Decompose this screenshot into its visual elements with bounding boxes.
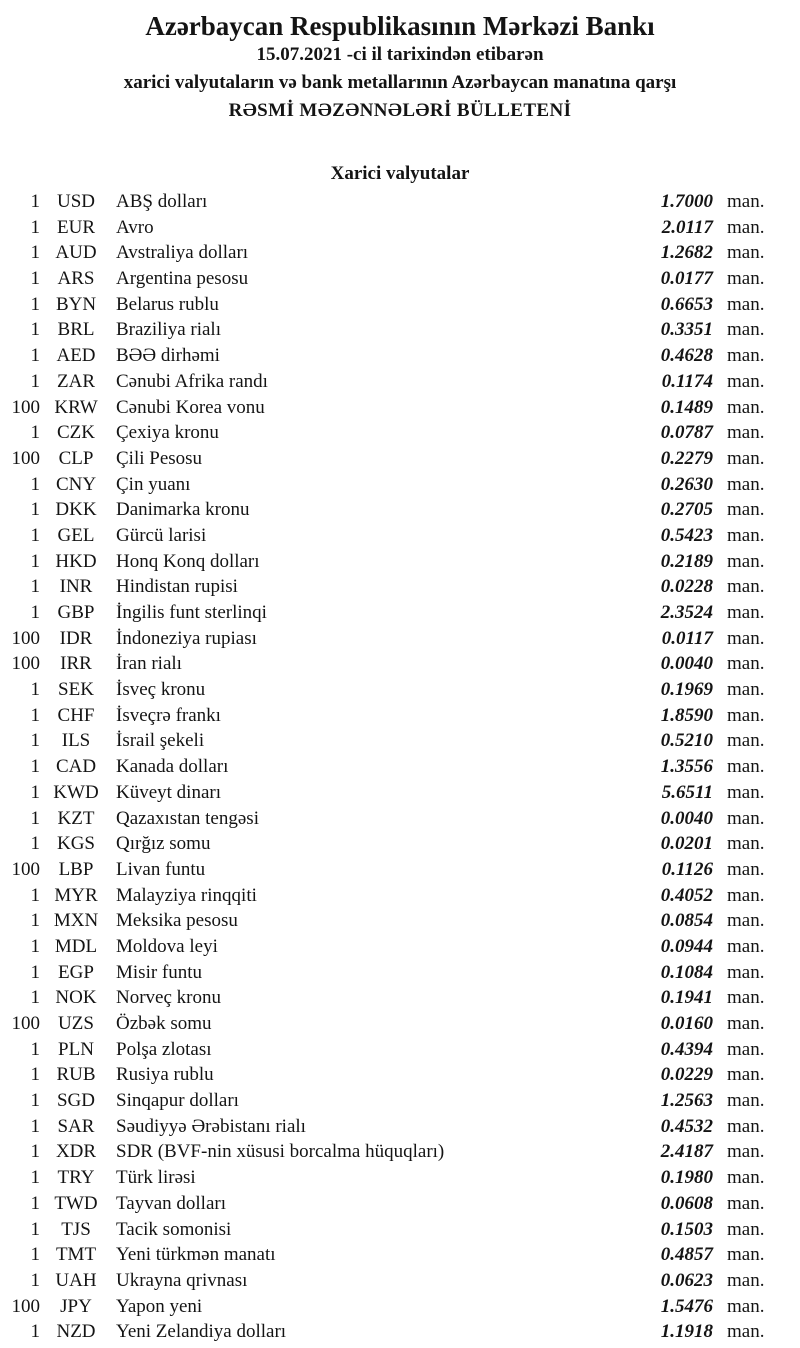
qty-cell: 1 xyxy=(30,602,40,623)
bulletin-title: RƏSMİ MƏZƏNNƏLƏRİ BÜLLETENİ xyxy=(228,100,572,121)
name-cell: İsveç kronu xyxy=(116,679,206,701)
qty-cell: 1 xyxy=(30,884,40,906)
code-cell: TWD xyxy=(54,1192,98,1214)
code-cell: BRL xyxy=(57,319,95,341)
rate-cell: 0.0854 xyxy=(660,910,713,932)
rate-row xyxy=(0,1062,770,1088)
effective-date-line: 15.07.2021 -ci il tarixindən etibarən xyxy=(256,44,544,65)
rate-row xyxy=(0,908,770,934)
qty-cell: 1 xyxy=(30,935,40,957)
rate-row xyxy=(0,728,770,754)
code-cell: JPY xyxy=(60,1295,92,1317)
unit-cell: man. xyxy=(727,1038,765,1060)
name-cell: Kanada dolları xyxy=(116,756,229,778)
rate-row xyxy=(0,189,770,215)
qty-cell: 1 xyxy=(30,1244,40,1266)
rate-cell: 0.0608 xyxy=(660,1192,713,1214)
qty-cell: 1 xyxy=(30,1141,40,1163)
unit-cell: man. xyxy=(727,1013,765,1034)
name-cell: Livan funtu xyxy=(116,858,206,880)
rate-cell: 0.1489 xyxy=(660,396,713,418)
rate-cell: 2.0117 xyxy=(661,216,713,238)
rate-cell: 0.0160 xyxy=(660,1013,713,1034)
code-cell: TMT xyxy=(55,1244,97,1266)
rate-cell: 0.5210 xyxy=(660,730,713,752)
qty-cell: 1 xyxy=(30,499,40,521)
unit-cell: man. xyxy=(727,319,765,341)
name-cell: Sinqapur dolları xyxy=(116,1090,239,1112)
code-cell: NOK xyxy=(55,987,97,1009)
unit-cell: man. xyxy=(727,935,765,957)
rate-cell: 0.1126 xyxy=(661,858,713,880)
code-cell: GEL xyxy=(57,524,95,546)
name-cell: Avro xyxy=(116,216,154,238)
rate-row xyxy=(0,960,770,986)
code-cell: MYR xyxy=(54,884,98,906)
qty-cell: 1 xyxy=(30,1090,40,1112)
rate-row xyxy=(0,446,770,472)
rate-cell: 1.3556 xyxy=(660,756,713,778)
name-cell: Çili Pesosu xyxy=(116,447,203,469)
rate-cell: 1.7000 xyxy=(660,191,713,212)
rate-row xyxy=(0,420,770,446)
rate-row xyxy=(0,651,770,677)
qty-cell: 100 xyxy=(11,1295,40,1317)
qty-cell: 1 xyxy=(30,345,40,367)
code-cell: KZT xyxy=(57,807,95,829)
rate-cell: 1.8590 xyxy=(660,704,713,726)
rate-cell: 0.4857 xyxy=(660,1244,713,1266)
unit-cell: man. xyxy=(727,704,765,726)
rate-row xyxy=(0,703,770,729)
code-cell: PLN xyxy=(58,1038,94,1060)
code-cell: SAR xyxy=(57,1115,95,1137)
qty-cell: 1 xyxy=(30,370,40,392)
code-cell: EUR xyxy=(57,216,95,238)
rate-row xyxy=(0,754,770,780)
unit-cell: man. xyxy=(727,602,765,623)
rate-row xyxy=(0,1165,770,1191)
code-cell: CLP xyxy=(58,447,94,469)
code-cell: LBP xyxy=(58,858,94,880)
qty-cell: 1 xyxy=(30,1321,40,1343)
rate-row xyxy=(0,677,770,703)
code-cell: UZS xyxy=(58,1013,94,1034)
unit-cell: man. xyxy=(727,679,765,701)
qty-cell: 1 xyxy=(30,987,40,1009)
code-cell: TJS xyxy=(61,1218,91,1240)
rate-row xyxy=(0,600,770,626)
rate-cell: 0.1969 xyxy=(660,679,713,701)
rate-row xyxy=(0,883,770,909)
name-cell: Rusiya rublu xyxy=(116,1064,214,1086)
unit-cell: man. xyxy=(727,1167,765,1189)
code-cell: INR xyxy=(59,576,93,598)
qty-cell: 100 xyxy=(11,396,40,418)
rate-cell: 0.1503 xyxy=(660,1218,713,1240)
code-cell: MDL xyxy=(54,935,98,957)
qty-cell: 100 xyxy=(11,627,40,649)
code-cell: SGD xyxy=(56,1090,95,1112)
qty-cell: 1 xyxy=(30,704,40,726)
rate-row xyxy=(0,369,770,395)
unit-cell: man. xyxy=(727,576,765,598)
name-cell: İsveçrə frankı xyxy=(116,704,221,726)
rate-cell: 0.3351 xyxy=(660,319,713,341)
unit-cell: man. xyxy=(727,1090,765,1112)
rate-cell: 0.4628 xyxy=(660,345,713,367)
qty-cell: 100 xyxy=(11,1013,40,1034)
code-cell: CZK xyxy=(57,422,95,444)
exchange-rates-table xyxy=(0,189,800,1345)
code-cell: SEK xyxy=(58,679,94,701)
unit-cell: man. xyxy=(727,216,765,238)
name-cell: Səudiyyə Ərəbistanı rialı xyxy=(116,1115,306,1137)
code-cell: GBP xyxy=(57,602,95,623)
qty-cell: 1 xyxy=(30,1115,40,1137)
rate-row xyxy=(0,1011,770,1037)
unit-cell: man. xyxy=(727,1115,765,1137)
rate-cell: 0.1084 xyxy=(660,961,713,983)
code-cell: USD xyxy=(56,191,95,212)
name-cell: Danimarka kronu xyxy=(116,499,250,521)
name-cell: ABŞ dolları xyxy=(116,191,208,212)
rate-cell: 1.2682 xyxy=(660,242,713,264)
rate-row xyxy=(0,1294,770,1320)
rate-row xyxy=(0,472,770,498)
unit-cell: man. xyxy=(727,1192,765,1214)
qty-cell: 1 xyxy=(30,216,40,238)
rate-row xyxy=(0,574,770,600)
code-cell: ARS xyxy=(57,268,95,290)
name-cell: Braziliya rialı xyxy=(116,319,221,341)
rate-cell: 0.4394 xyxy=(660,1038,713,1060)
code-cell: IDR xyxy=(59,627,93,649)
code-cell: KWD xyxy=(53,781,99,803)
qty-cell: 1 xyxy=(30,961,40,983)
unit-cell: man. xyxy=(727,807,765,829)
rate-cell: 0.2189 xyxy=(660,550,713,572)
rate-row xyxy=(0,317,770,343)
document-header xyxy=(0,0,800,125)
rate-cell: 1.1918 xyxy=(660,1321,713,1343)
rate-row xyxy=(0,1217,770,1243)
rate-row xyxy=(0,1088,770,1114)
qty-cell: 1 xyxy=(30,833,40,855)
qty-cell: 1 xyxy=(30,756,40,778)
qty-cell: 1 xyxy=(30,1269,40,1291)
rate-row xyxy=(0,240,770,266)
code-cell: EGP xyxy=(58,961,94,983)
qty-cell: 1 xyxy=(30,1038,40,1060)
unit-cell: man. xyxy=(727,833,765,855)
rate-row xyxy=(0,497,770,523)
name-cell: Çin yuanı xyxy=(116,473,191,495)
rate-row xyxy=(0,831,770,857)
qty-cell: 1 xyxy=(30,293,40,315)
name-cell: Argentina pesosu xyxy=(116,268,249,290)
unit-cell: man. xyxy=(727,730,765,752)
unit-cell: man. xyxy=(727,473,765,495)
unit-cell: man. xyxy=(727,884,765,906)
qty-cell: 1 xyxy=(30,1218,40,1240)
unit-cell: man. xyxy=(727,524,765,546)
qty-cell: 100 xyxy=(11,447,40,469)
qty-cell: 1 xyxy=(30,679,40,701)
qty-cell: 1 xyxy=(30,730,40,752)
code-cell: ZAR xyxy=(57,370,95,392)
code-cell: KGS xyxy=(56,833,95,855)
unit-cell: man. xyxy=(727,1269,765,1291)
rate-row xyxy=(0,1037,770,1063)
qty-cell: 1 xyxy=(30,910,40,932)
rate-row xyxy=(0,1139,770,1165)
name-cell: Avstraliya dolları xyxy=(116,242,249,264)
unit-cell: man. xyxy=(727,191,765,212)
unit-cell: man. xyxy=(727,268,765,290)
name-cell: Küveyt dinarı xyxy=(116,781,222,803)
code-cell: CAD xyxy=(55,756,97,778)
unit-cell: man. xyxy=(727,1295,765,1317)
rate-row xyxy=(0,806,770,832)
name-cell: Ukrayna qrivnası xyxy=(116,1269,248,1291)
rate-row xyxy=(0,626,770,652)
unit-cell: man. xyxy=(727,242,765,264)
rate-cell: 0.6653 xyxy=(660,293,713,315)
rate-row xyxy=(0,215,770,241)
name-cell: Tayvan dolları xyxy=(116,1192,226,1214)
unit-cell: man. xyxy=(727,293,765,315)
unit-cell: man. xyxy=(727,1064,765,1086)
qty-cell: 100 xyxy=(11,653,40,675)
rate-row xyxy=(0,934,770,960)
code-cell: HKD xyxy=(55,550,97,572)
name-cell: Hindistan rupisi xyxy=(116,576,238,598)
rate-cell: 0.1174 xyxy=(661,370,713,392)
qty-cell: 100 xyxy=(11,858,40,880)
rate-row xyxy=(0,1268,770,1294)
unit-cell: man. xyxy=(727,653,765,675)
rate-cell: 0.4052 xyxy=(660,884,713,906)
qty-cell: 1 xyxy=(30,1192,40,1214)
rate-row xyxy=(0,985,770,1011)
rate-row xyxy=(0,780,770,806)
rate-row xyxy=(0,395,770,421)
name-cell: İndoneziya rupiası xyxy=(116,627,257,649)
rate-row xyxy=(0,523,770,549)
rate-cell: 0.1980 xyxy=(660,1167,713,1189)
unit-cell: man. xyxy=(727,756,765,778)
rate-cell: 0.5423 xyxy=(660,524,713,546)
name-cell: İsrail şekeli xyxy=(116,730,205,752)
unit-cell: man. xyxy=(727,370,765,392)
name-cell: Belarus rublu xyxy=(116,293,219,315)
unit-cell: man. xyxy=(727,396,765,418)
unit-cell: man. xyxy=(727,1244,765,1266)
rate-cell: 0.0177 xyxy=(660,268,713,290)
code-cell: CNY xyxy=(55,473,97,495)
code-cell: IRR xyxy=(60,653,92,675)
rate-cell: 0.0944 xyxy=(660,935,713,957)
unit-cell: man. xyxy=(727,987,765,1009)
code-cell: XDR xyxy=(55,1141,97,1163)
unit-cell: man. xyxy=(727,550,765,572)
qty-cell: 1 xyxy=(30,807,40,829)
name-cell: Gürcü larisi xyxy=(116,524,207,546)
unit-cell: man. xyxy=(727,1218,765,1240)
rate-cell: 2.3524 xyxy=(660,602,713,623)
code-cell: MXN xyxy=(53,910,99,932)
name-cell: Qazaxıstan tengəsi xyxy=(116,807,259,829)
name-cell: Çexiya kronu xyxy=(116,422,219,444)
name-cell: Qırğız somu xyxy=(116,833,211,855)
rate-row xyxy=(0,1319,770,1345)
qty-cell: 1 xyxy=(30,422,40,444)
rate-row xyxy=(0,1191,770,1217)
name-cell: Misir funtu xyxy=(116,961,203,983)
unit-cell: man. xyxy=(727,627,765,649)
unit-cell: man. xyxy=(727,499,765,521)
name-cell: İngilis funt sterlinqi xyxy=(116,602,267,623)
qty-cell: 1 xyxy=(30,576,40,598)
rate-cell: 0.2630 xyxy=(660,473,713,495)
rate-cell: 5.6511 xyxy=(661,781,713,803)
rate-cell: 0.4532 xyxy=(660,1115,713,1137)
code-cell: NZD xyxy=(56,1321,96,1343)
name-cell: Meksika pesosu xyxy=(116,910,238,932)
code-cell: UAH xyxy=(55,1269,97,1291)
code-cell: TRY xyxy=(57,1167,95,1189)
name-cell: Yeni türkmən manatı xyxy=(116,1244,276,1266)
name-cell: Türk lirəsi xyxy=(116,1167,196,1189)
code-cell: ILS xyxy=(61,730,91,752)
qty-cell: 1 xyxy=(30,1064,40,1086)
rate-cell: 1.2563 xyxy=(660,1090,713,1112)
unit-cell: man. xyxy=(727,961,765,983)
code-cell: BYN xyxy=(55,293,97,315)
unit-cell: man. xyxy=(727,422,765,444)
qty-cell: 1 xyxy=(30,268,40,290)
rate-cell: 0.0117 xyxy=(661,627,713,649)
qty-cell: 1 xyxy=(30,319,40,341)
rate-cell: 0.2705 xyxy=(660,499,713,521)
rate-cell: 1.5476 xyxy=(660,1295,713,1317)
rate-row xyxy=(0,857,770,883)
name-cell: Özbək somu xyxy=(116,1013,212,1034)
unit-cell: man. xyxy=(727,345,765,367)
name-cell: Cənubi Korea vonu xyxy=(116,396,265,418)
rate-cell: 0.0040 xyxy=(660,653,713,675)
unit-cell: man. xyxy=(727,1321,765,1343)
name-cell: Tacik somonisi xyxy=(116,1218,232,1240)
rate-row xyxy=(0,549,770,575)
name-cell: Honq Konq dolları xyxy=(116,550,260,572)
qty-cell: 1 xyxy=(30,1167,40,1189)
rate-row xyxy=(0,343,770,369)
name-cell: Polşa zlotası xyxy=(116,1038,212,1060)
unit-cell: man. xyxy=(727,1141,765,1163)
qty-cell: 1 xyxy=(30,524,40,546)
rate-cell: 0.0228 xyxy=(660,576,713,598)
rate-cell: 0.1941 xyxy=(660,987,713,1009)
unit-cell: man. xyxy=(727,910,765,932)
rate-cell: 0.0623 xyxy=(660,1269,713,1291)
name-cell: BƏƏ dirhəmi xyxy=(116,345,220,367)
qty-cell: 1 xyxy=(30,550,40,572)
rate-cell: 0.0040 xyxy=(660,807,713,829)
unit-cell: man. xyxy=(727,781,765,803)
rate-cell: 0.0787 xyxy=(660,422,713,444)
unit-cell: man. xyxy=(727,858,765,880)
qty-cell: 1 xyxy=(30,191,40,212)
subject-line: xarici valyutaların və bank metallarının Azərbaycan manatına qarşı xyxy=(123,72,677,93)
code-cell: DKK xyxy=(55,499,97,521)
rate-cell: 0.0229 xyxy=(660,1064,713,1086)
rate-row xyxy=(0,292,770,318)
rate-row xyxy=(0,1242,770,1268)
name-cell: Moldova leyi xyxy=(116,935,218,957)
name-cell: İran rialı xyxy=(116,653,182,675)
bank-name-title: Azərbaycan Respublikasının Mərkəzi Bankı xyxy=(145,11,655,41)
unit-cell: man. xyxy=(727,447,765,469)
name-cell: Cənubi Afrika randı xyxy=(116,370,268,392)
section-title-foreign-currencies: Xarici valyutalar xyxy=(330,163,470,184)
rate-cell: 0.0201 xyxy=(660,833,713,855)
qty-cell: 1 xyxy=(30,473,40,495)
code-cell: AUD xyxy=(55,242,97,264)
code-cell: AED xyxy=(56,345,96,367)
rate-cell: 0.2279 xyxy=(660,447,713,469)
qty-cell: 1 xyxy=(30,781,40,803)
name-cell: Malayziya rinqqiti xyxy=(116,884,257,906)
code-cell: KRW xyxy=(54,396,98,418)
name-cell: Yapon yeni xyxy=(116,1295,203,1317)
rate-row xyxy=(0,1114,770,1140)
name-cell: SDR (BVF-nin xüsusi borcalma hüquqları) xyxy=(116,1141,445,1163)
name-cell: Yeni Zelandiya dolları xyxy=(116,1321,287,1343)
code-cell: RUB xyxy=(56,1064,96,1086)
rate-row xyxy=(0,266,770,292)
rate-cell: 2.4187 xyxy=(660,1141,713,1163)
qty-cell: 1 xyxy=(30,242,40,264)
code-cell: CHF xyxy=(57,704,95,726)
name-cell: Norveç kronu xyxy=(116,987,221,1009)
